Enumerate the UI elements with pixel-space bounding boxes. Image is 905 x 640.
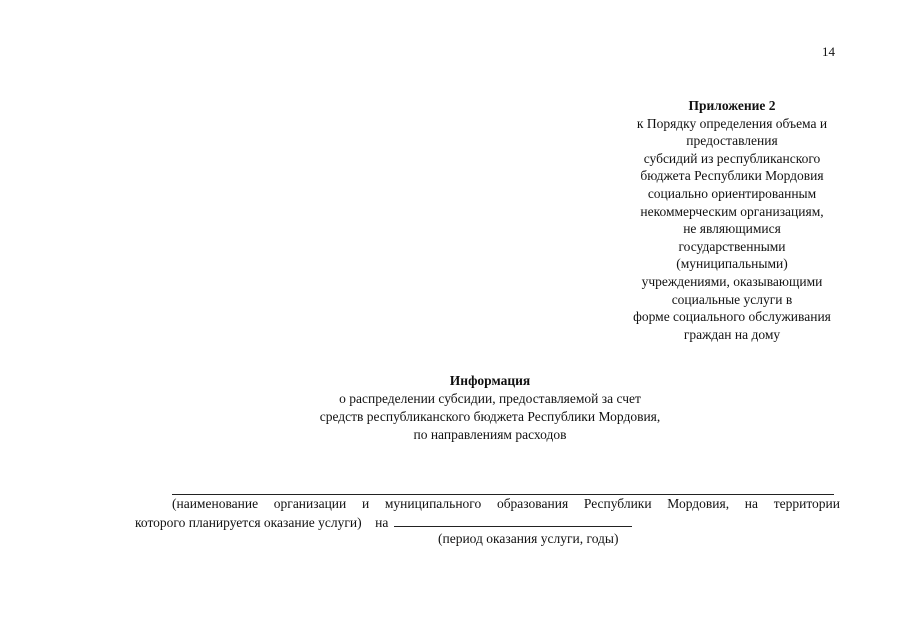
period-blank-line — [394, 513, 632, 527]
appendix-line: предоставления — [686, 133, 778, 149]
appendix-block — [612, 97, 852, 343]
appendix-line: форме социального обслуживания — [633, 309, 831, 325]
appendix-line: социально ориентированным — [647, 185, 817, 201]
appendix-line: социальные услуги в — [671, 291, 793, 307]
information-title: Информация — [449, 373, 531, 388]
appendix-line: граждан на дому — [683, 326, 781, 342]
appendix-line: учреждениями, оказывающими — [641, 273, 823, 289]
information-subtitle-line: о распределении субсидии, предоставляемой за счет — [339, 391, 641, 406]
information-subtitle-line: по направлениям расходов — [413, 427, 567, 442]
appendix-line: (муниципальными) — [676, 256, 788, 272]
organization-caption-line: (наименование организации и муниципального образования Республики Мордовия, на территории — [172, 496, 840, 511]
appendix-line: субсидий из республиканского — [643, 150, 821, 166]
appendix-line: к Порядку определения объема и — [636, 115, 828, 131]
information-subtitle-line: средств республиканского бюджета Республики Мордовия, — [319, 409, 661, 424]
organization-caption-text: которого планируется оказание услуги) — [135, 515, 362, 530]
appendix-line: некоммерческим организациям, — [640, 203, 824, 219]
appendix-title: Приложение 2 — [688, 98, 776, 113]
appendix-line: государственными — [678, 238, 786, 254]
appendix-line: не являющимися — [683, 221, 781, 237]
period-on-label: на — [375, 515, 389, 530]
period-caption: (период оказания услуги, годы) — [438, 531, 619, 546]
information-heading-block — [270, 372, 710, 444]
organization-caption-line-2 — [135, 513, 840, 532]
organization-caption — [135, 495, 840, 532]
page-number: 14 — [822, 44, 835, 59]
appendix-line: бюджета Республики Мордовия — [640, 168, 824, 184]
